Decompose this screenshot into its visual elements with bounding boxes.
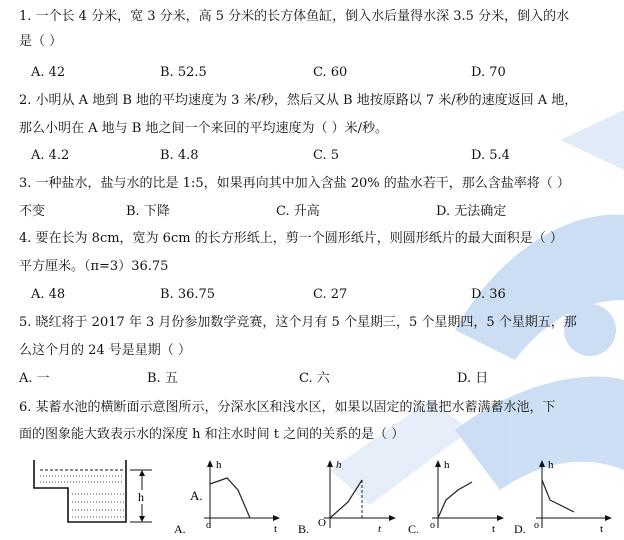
question-1-line-1: 1. 一个长 4 分米，宽 3 分米，高 5 分米的长方体鱼缸，倒入水后量得水深 3.5 分米，倒入的水 [19,9,570,24]
option-c: C. 60 [313,65,348,80]
graph-b-y-axis-label: h [336,459,342,471]
option-d: D. 日 [457,371,489,386]
question-6-line-1: 6. 某蓄水池的横断面示意图所示，分深水区和浅水区，如果以固定的流量把水蓄满蓄水池，下 [19,400,556,415]
graph-b-x-axis-label: t [378,523,382,535]
graph-a-y-axis-label: h [216,459,222,471]
graph-d-option-label: D. [514,522,526,536]
pool-depth-label: h [138,490,144,504]
graph-c-origin-label: o [430,520,435,531]
question-4-line-2: 平方厘米。（π=3）36.75 [19,259,169,274]
option-c: C. 六 [299,371,330,386]
graph-d-origin-label: o [534,520,539,531]
option-b: B. 52.5 [160,65,207,80]
graph-c-x-axis-label: t [492,523,496,535]
question-1-line-2: 是（ ） [19,34,63,49]
option-a: A. 一 [19,371,50,386]
graph-a-origin-label: o [206,520,211,531]
question-6-line-2: 面的图象能大致表示水的深度 h 和注水时间 t 之间的关系的是（ ） [19,427,405,442]
question-5-line-2: 么这个月的 24 号是星期（ ） [19,343,191,358]
option-a: A. 48 [31,287,66,302]
option-d: D. 5.4 [471,148,510,163]
option-d: D. 无法确定 [436,204,507,219]
question-5-line-1: 5. 晓红将于 2017 年 3 月份参加数学竞赛，这个月有 5 个星期三，5 个星期四，5 个星期五，那 [19,315,577,330]
option-d: D. 70 [471,65,506,80]
option-b: B. 五 [147,371,178,386]
graph-c-y-axis-label: h [444,459,450,471]
graph-b-option-label: B. [298,522,310,536]
graph-d-x-axis-label: t [600,523,604,535]
option-c: C. 27 [313,287,348,302]
pool-cross-section-diagram [28,456,156,532]
option-c: C. 升高 [276,204,320,219]
option-b: B. 4.8 [160,148,199,163]
graph-c-option-label: C. [408,522,420,536]
option-b: B. 下降 [126,204,170,219]
graph-b-origin-label: O [318,517,326,529]
graph-d [512,456,616,540]
option-a: A. 4.2 [31,148,70,163]
graph-d-y-axis-label: h [548,459,554,471]
option-b: B. 36.75 [160,287,216,302]
graph-b [296,456,400,540]
graph-c [406,456,506,540]
question-2-line-1: 2. 小明从 A 地到 B 地的平均速度为 3 米/秒，然后又从 B 地按原路以 7 米/秒的速度返回 A 地， [19,93,578,108]
option-a: 不变 [19,204,46,219]
option-c: C. 5 [313,148,340,163]
question-3-line-1: 3. 一种盐水，盐与水的比是 1:5，如果再向其中加入含盐 20% 的盐水若干，那么含盐率将（ ） [19,176,570,191]
option-d: D. 36 [471,287,506,302]
question-4-line-1: 4. 要在长为 8cm，宽为 6cm 的长方形纸上，剪一个圆形纸片，则圆形纸片的最大面积是（ ） [19,231,563,246]
graph-a-x-axis-label: t [274,523,278,535]
option-a: A. 42 [31,65,66,80]
question-2-line-2: 那么小明在 A 地与 B 地之间一个来回的平均速度为（ ）米/秒。 [19,121,388,136]
graph-a [172,456,282,540]
graph-a-option-label: A. [174,522,186,536]
graph-a-inner-label: A. [190,488,203,503]
